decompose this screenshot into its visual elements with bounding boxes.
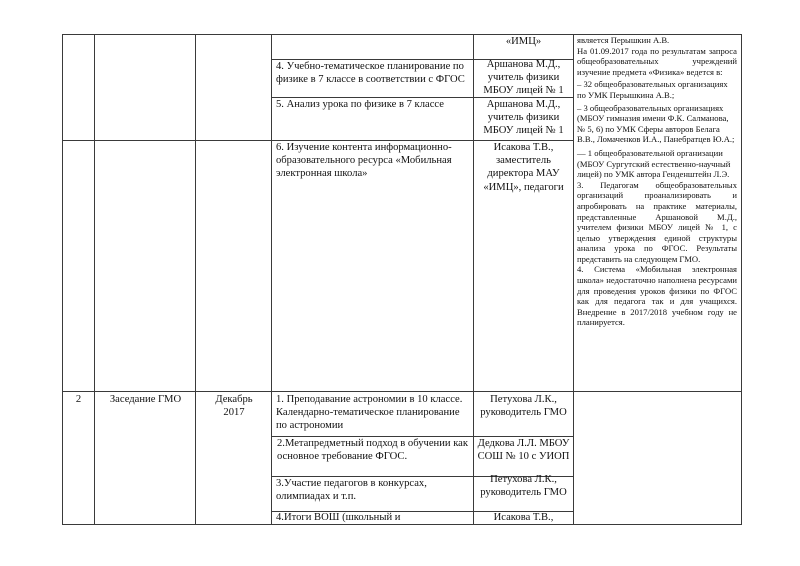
row1-item1-topic: 4. Учебно-тематическое планирование по физике в 7 классе в соответствии с ФГОС <box>276 61 465 86</box>
row1-item2-responsible: Аршанова М.Д., учитель физики МБОУ лицей № 1 <box>483 99 564 137</box>
row2-item0-responsible: Петухова Л.К., руководитель ГМО <box>480 394 567 419</box>
row1-item1-responsible: Аршанова М.Д., учитель физики МБОУ лицей № 1 <box>483 59 564 97</box>
row2-event: Заседание ГМО <box>109 394 182 405</box>
column-divider <box>573 34 574 525</box>
column-divider <box>94 34 95 525</box>
result-paragraph: На 01.09.2017 года по результатам запроса общеобразовательных учреждений изучение предмета «Физика» ведется в: <box>577 45 737 77</box>
row2-item2-topic: 3.Участие педагогов в конкурсах, олимпиадах и т.п. <box>276 478 427 503</box>
result-list-item: – 3 общеобразовательных организациях (МБОУ гимназия имени Ф.К. Салманова, № 5, 6) по УМК Сферы авторов Белага В.В., Ломаченков И.А., Панебратцев Ю.А.; <box>577 102 735 145</box>
row1-item2-topic: 5. Анализ урока по физике в 7 классе <box>276 99 444 110</box>
result-list-item: — 1 общеобразовательной организации (МБОУ Сургутский естественно-научный лицей) по УМК автора Генденштейн Л.Э. <box>577 147 731 180</box>
result-paragraph: 4. Система «Мобильная электронная школа» недостаточно наполнена ресурсами для проведения уроков физики по ФГОС как для педагога так и для учащихся. Внедрение в 2017/2018 учебном году не планируется. <box>577 264 737 328</box>
row2-date: Декабрь 2017 <box>215 394 253 419</box>
column-divider <box>195 34 196 525</box>
table-border-right <box>741 34 742 525</box>
row1-item3-responsible: Исакова Т.В., заместитель директора МАУ «ИМЦ», педагоги <box>483 142 564 193</box>
row1-item3-topic: 6. Изучение контента информационно-образовательного ресурса «Мобильная электронная школа» <box>276 142 452 180</box>
row2-item2-responsible: Петухова Л.К., руководитель ГМО <box>480 474 567 499</box>
row2-item1-topic: 2.Метапредметный подход в обучении как основное требование ФГОС. <box>277 438 469 463</box>
row2-item0-topic: 1. Преподавание астрономии в 10 классе. Календарно-тематическое планирование по астрономии <box>276 394 463 432</box>
row1-result-cell <box>577 35 737 328</box>
row2-item1-responsible: Дедкова Л.Л. МБОУ СОШ № 10 с УИОП <box>477 438 570 463</box>
row2-item3-responsible: Исакова Т.В., <box>493 512 554 523</box>
row1-item0-responsible: «ИМЦ» <box>505 36 542 47</box>
column-divider <box>271 34 272 525</box>
row-divider <box>62 391 742 392</box>
table-border-left <box>62 34 63 525</box>
result-list-item: – 32 общеобразовательных организациях по УМК Перышкина А.В.; <box>577 79 728 100</box>
result-paragraph: является Перышкин А.В. <box>577 35 670 45</box>
row2-item3-topic: 4.Итоги ВОШ (школьный и <box>276 512 401 523</box>
row2-number: 2 <box>75 394 82 405</box>
result-paragraph: 3. Педагогам общеобразовательных организаций проанализировать и апробировать на практике материалы, представленные Аршановой М.Д., учителем физики МБОУ лицей № 1, с целью утверждения единой структуры анализа урока по ФГОС. Результаты представить на следующем ГМО. <box>577 179 737 264</box>
